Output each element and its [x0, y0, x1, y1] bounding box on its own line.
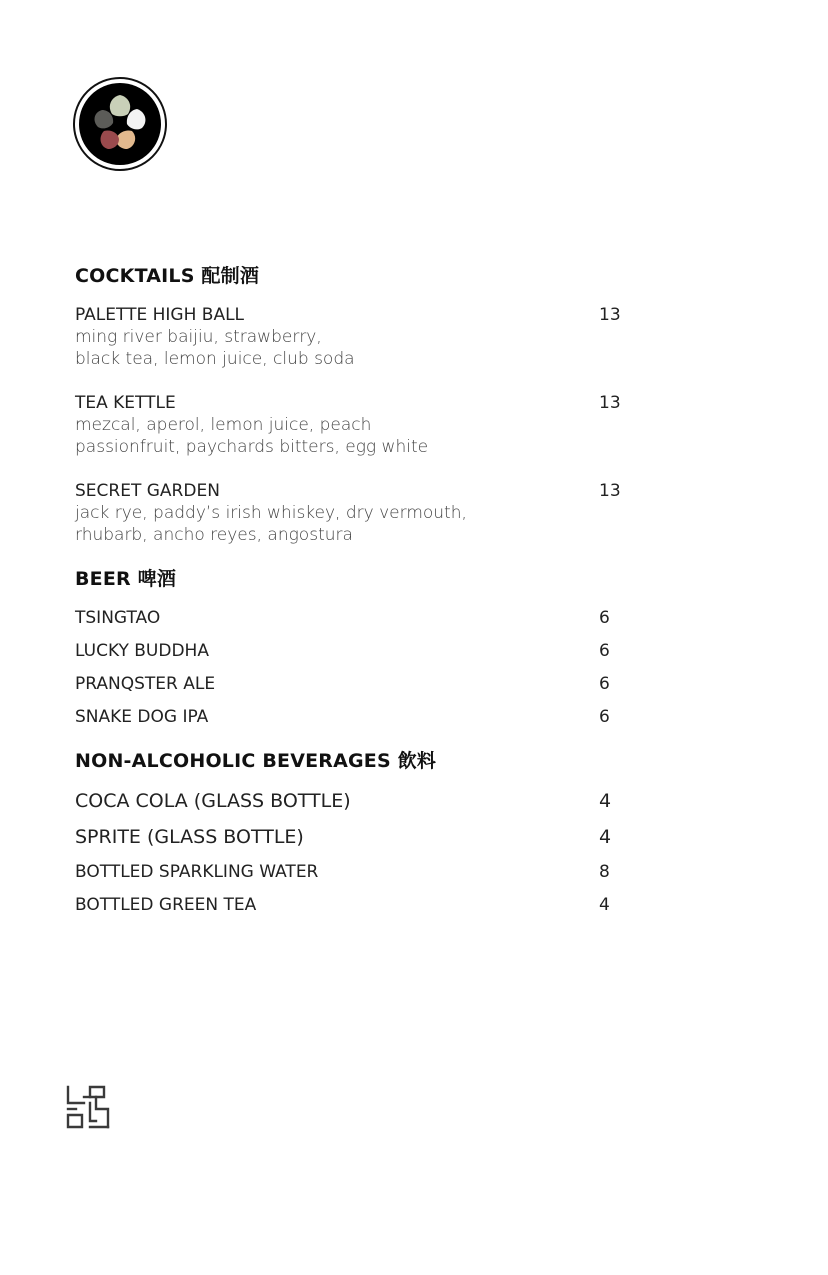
item-price: 8 [599, 862, 610, 882]
menu-item [75, 861, 635, 894]
item-price: 4 [599, 895, 610, 915]
item-name: COCA COLA (GLASS BOTTLE) [75, 790, 351, 812]
item-price: 6 [599, 608, 610, 628]
item-name: TEA KETTLE [75, 393, 176, 413]
item-price: 6 [599, 674, 610, 694]
item-price: 13 [599, 481, 621, 501]
menu-item [75, 825, 635, 861]
item-name: BOTTLED GREEN TEA [75, 895, 257, 915]
item-name: LUCKY BUDDHA [75, 641, 209, 661]
menu-item [75, 894, 635, 927]
menu-item [75, 673, 635, 706]
menu-item [75, 480, 635, 546]
menu-item [75, 304, 635, 370]
item-description-line: rhubarb, ancho reyes, angostura [75, 525, 353, 545]
menu-item [75, 607, 635, 640]
item-price: 6 [599, 641, 610, 661]
section-title-cocktails: COCKTAILS 配制酒 [75, 265, 260, 287]
geometric-logo-icon [64, 1083, 112, 1131]
item-description-line: black tea, lemon juice, club soda [75, 349, 355, 369]
item-price: 4 [599, 790, 612, 812]
item-price: 6 [599, 707, 610, 727]
menu-item [75, 392, 635, 458]
menu-item [75, 789, 635, 825]
item-price: 13 [599, 305, 621, 325]
item-description-line: passionfruit, paychards bitters, egg white [75, 437, 429, 457]
item-description-line: jack rye, paddy’s irish whiskey, dry vermouth, [75, 503, 467, 523]
menu-item [75, 640, 635, 673]
item-description-line: mezcal, aperol, lemon juice, peach [75, 415, 372, 435]
palette-logo [72, 76, 168, 172]
section-title-non-alcoholic: NON-ALCOHOLIC BEVERAGES 飲料 [75, 750, 437, 772]
section-title-beer: BEER 啤酒 [75, 568, 177, 590]
drinks-menu [75, 262, 635, 927]
item-name: SNAKE DOG IPA [75, 707, 209, 727]
item-name: PRANQSTER ALE [75, 674, 216, 694]
item-price: 13 [599, 393, 621, 413]
item-price: 4 [599, 826, 612, 848]
menu-item [75, 706, 635, 739]
item-name: TSINGTAO [75, 608, 161, 628]
item-name: SECRET GARDEN [75, 481, 220, 501]
item-name: SPRITE (GLASS BOTTLE) [75, 826, 304, 848]
item-name: PALETTE HIGH BALL [75, 305, 245, 325]
item-description-line: ming river baijiu, strawberry, [75, 327, 322, 347]
item-name: BOTTLED SPARKLING WATER [75, 862, 319, 882]
